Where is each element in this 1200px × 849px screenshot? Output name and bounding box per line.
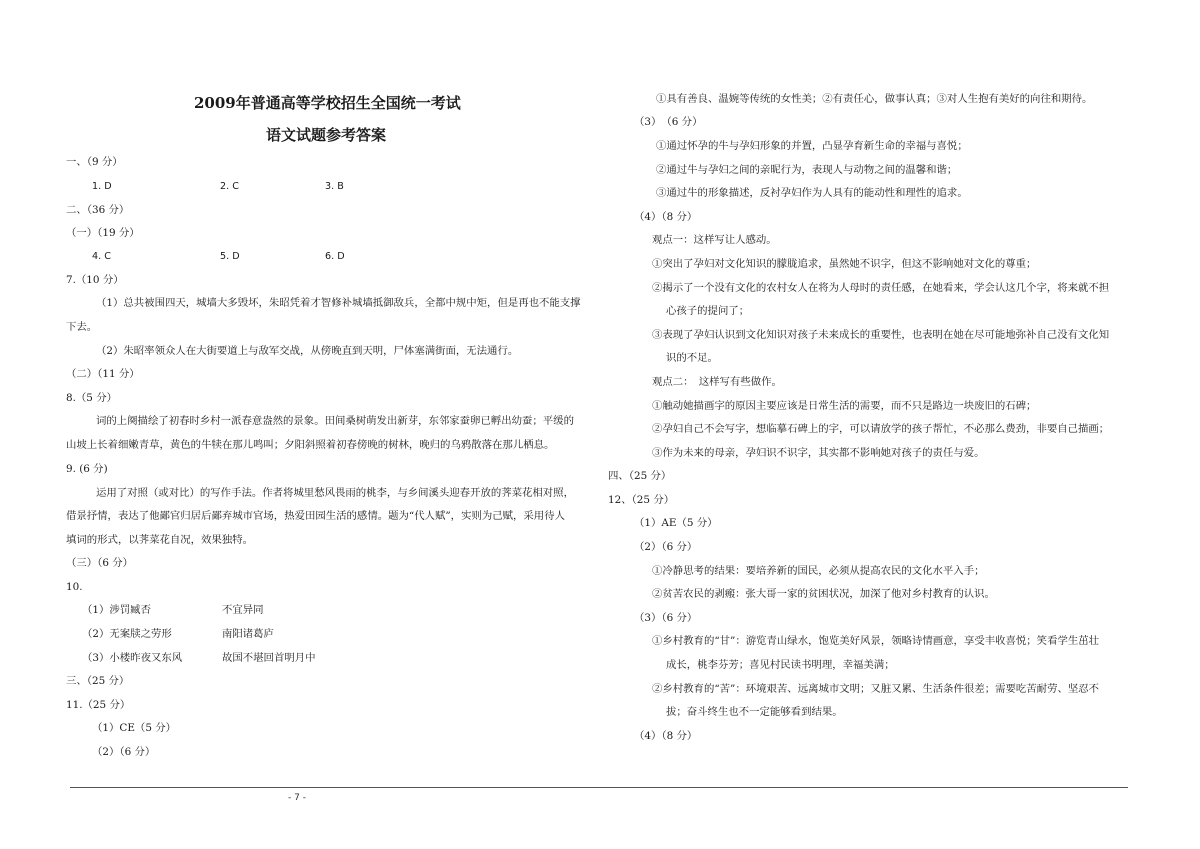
viewpoint-1-point-2-line-1: ②揭示了一个没有文化的农村女人在将为人母时的责任感，在她看来，学会认这几个字，将来就不担 xyxy=(652,282,1110,294)
section-3-heading: 三、（25 分） xyxy=(66,675,130,687)
section-1-heading: 一、（9 分） xyxy=(66,156,123,168)
document-title: 2009年普通高等学校招生全国统一考试 xyxy=(194,94,461,112)
question-7-heading: 7.（10 分） xyxy=(66,274,124,286)
footer-divider xyxy=(70,787,1128,788)
question-10-item-2-b: 南阳诸葛庐 xyxy=(222,628,274,640)
q12-part-2-heading: （2）（6 分） xyxy=(634,541,698,553)
q11-part-3-point-3: ③通过牛的形象描述，反衬孕妇作为人具有的能动性和理性的追求。 xyxy=(656,187,968,199)
q12-part-2-point-2: ②贫苦农民的剥瘢：张大哥一家的贫困状况，加深了他对乡村教育的认识。 xyxy=(652,588,995,600)
q11-part-4-heading: （4）（8 分） xyxy=(634,211,698,223)
answer-3: 3. B xyxy=(325,181,344,192)
viewpoint-1-point-3-line-2: 识的不足。 xyxy=(666,352,718,364)
question-8-line-2: 山坡上长着细嫩青草，黄色的牛犊在那儿鸣叫；夕阳斜照着初春傍晚的树林，晚归的乌鸦散落在那儿栖息。 xyxy=(66,439,555,451)
q12-part-3-point-1-line-1: ①乡村教育的“甘”：游览青山绿水，饱览美好风景，领略诗情画意，享受丰收喜悦；笑看学生茁壮 xyxy=(652,635,1100,647)
question-7-part-2: （2）朱昭率领众人在大街要道上与敌军交战，从傍晚直到天明，尸体塞满街面，无法通行。 xyxy=(96,345,519,357)
question-11-part-1: （1）CE（5 分） xyxy=(92,722,177,734)
answer-4: 4. C xyxy=(92,251,111,262)
q12-part-2-point-1: ①冷静思考的结果：要培养新的国民，必须从提高农民的文化水平入手； xyxy=(652,565,985,577)
subsection-2c-heading: （三）（6 分） xyxy=(66,557,134,569)
viewpoint-2-point-2: ②孕妇自己不会写字，想临摹石碑上的字，可以请放学的孩子帮忙，不必那么费劲，非要自己描画； xyxy=(652,423,1110,435)
question-10-item-1-a: （1）涉罚臧否 xyxy=(82,604,151,616)
document-subtitle: 语文试题参考答案 xyxy=(266,126,387,144)
subsection-2b-heading: （二）（11 分） xyxy=(66,368,140,380)
answer-2: 2. C xyxy=(220,181,239,192)
section-2-heading: 二、（36 分） xyxy=(66,204,130,216)
viewpoint-2-point-1: ①触动她描画字的原因主要应该是日常生活的需要，而不只是路边一块废旧的石碑； xyxy=(652,400,1037,412)
viewpoint-2-point-3: ③作为未来的母亲，孕妇识不识字，其实都不影响她对孩子的责任与爱。 xyxy=(652,447,985,459)
q12-part-4-heading: （4）（8 分） xyxy=(634,730,698,742)
question-9-line-3: 填词的形式，以荠菜花自况，效果独特。 xyxy=(66,534,254,546)
question-11-heading: 11.（25 分） xyxy=(66,699,131,711)
q11-part-3-point-1: ①通过怀孕的牛与孕妇形象的并置，凸显孕育新生命的幸福与喜悦； xyxy=(656,140,968,152)
question-8-line-1: 词的上阕描绘了初春时乡村一派春意盎然的景象。田间桑树萌发出新芽，东邻家蚕卵已孵出幼蚕；平缓的 xyxy=(96,415,574,427)
question-7-part-1-line-2: 下去。 xyxy=(66,321,98,333)
q11-part-3-heading: （3） （6 分） xyxy=(634,116,703,128)
question-9-heading: 9. (6 分) xyxy=(66,463,108,475)
question-10-item-2-a: （2）无案牍之劳形 xyxy=(82,628,172,640)
question-10-heading: 10. xyxy=(66,581,83,593)
q12-part-3-point-2-line-1: ②乡村教育的“苦”：环境艰苦、远离城市文明；又脏又累、生活条件很差；需要吃苦耐劳、坚忍不 xyxy=(652,683,1100,695)
viewpoint-2-heading: 观点二： 这样写有些做作。 xyxy=(652,376,782,388)
question-10-item-3-a: （3）小楼昨夜又东风 xyxy=(82,652,183,664)
answer-5: 5. D xyxy=(220,251,240,262)
section-4-heading: 四、（25 分） xyxy=(608,470,672,482)
subsection-2a-heading: （一）（19 分） xyxy=(66,227,140,239)
answer-6: 6. D xyxy=(325,251,345,262)
q11-part-2-answer: ①具有善良、温婉等传统的女性美；②有责任心，做事认真；③对人生抱有美好的向往和期待。 xyxy=(656,93,1093,105)
question-11-part-2: （2）（6 分） xyxy=(92,746,156,758)
question-7-part-1-line-1: （1）总共被围四天，城墙大多毁坏，朱昭凭着才智修补城墙抵御敌兵，全都中规中矩，但是再也不能支撑 xyxy=(96,297,581,309)
viewpoint-1-heading: 观点一：这样写让人感动。 xyxy=(652,234,777,246)
viewpoint-1-point-2-line-2: 心孩子的提问了； xyxy=(666,305,750,317)
q12-part-3-point-1-line-2: 成长，桃李芬芳；喜见村民读书明理，幸福美满； xyxy=(666,659,895,671)
viewpoint-1-point-3-line-1: ③表现了孕妇认识到文化知识对孩子未来成长的重要性，也表明在她在尽可能地弥补自己没有文化知 xyxy=(652,329,1110,341)
q11-part-3-point-2: ②通过牛与孕妇之间的亲昵行为，表现人与动物之间的温馨和谐； xyxy=(656,164,958,176)
q12-part-3-heading: （3）（6 分） xyxy=(634,612,698,624)
question-10-item-1-b: 不宜异同 xyxy=(222,604,264,616)
page-number: - 7 - xyxy=(288,793,306,803)
answer-1: 1. D xyxy=(92,181,112,192)
question-9-line-1: 运用了对照（或对比）的写作手法。作者将城里愁风畏雨的桃李，与乡间溪头迎春开放的荠菜花相对照， xyxy=(96,487,574,499)
q12-part-1: （1）AE（5 分） xyxy=(634,517,718,529)
question-9-line-2: 借景抒情，表达了他鄙官归居后鄙弃城市官场，热爱田园生活的感情。题为“代人赋”，实则为己赋，采用待人 xyxy=(66,510,565,522)
question-10-item-3-b: 故国不堪回首明月中 xyxy=(222,652,316,664)
viewpoint-1-point-1: ①突出了孕妇对文化知识的朦胧追求，虽然她不识字，但这不影响她对文化的尊重； xyxy=(652,258,1037,270)
q12-part-3-point-2-line-2: 拔；奋斗终生也不一定能够看到结果。 xyxy=(666,706,843,718)
question-12-heading: 12、（25 分） xyxy=(608,494,675,506)
question-8-heading: 8.（5 分） xyxy=(66,392,117,404)
